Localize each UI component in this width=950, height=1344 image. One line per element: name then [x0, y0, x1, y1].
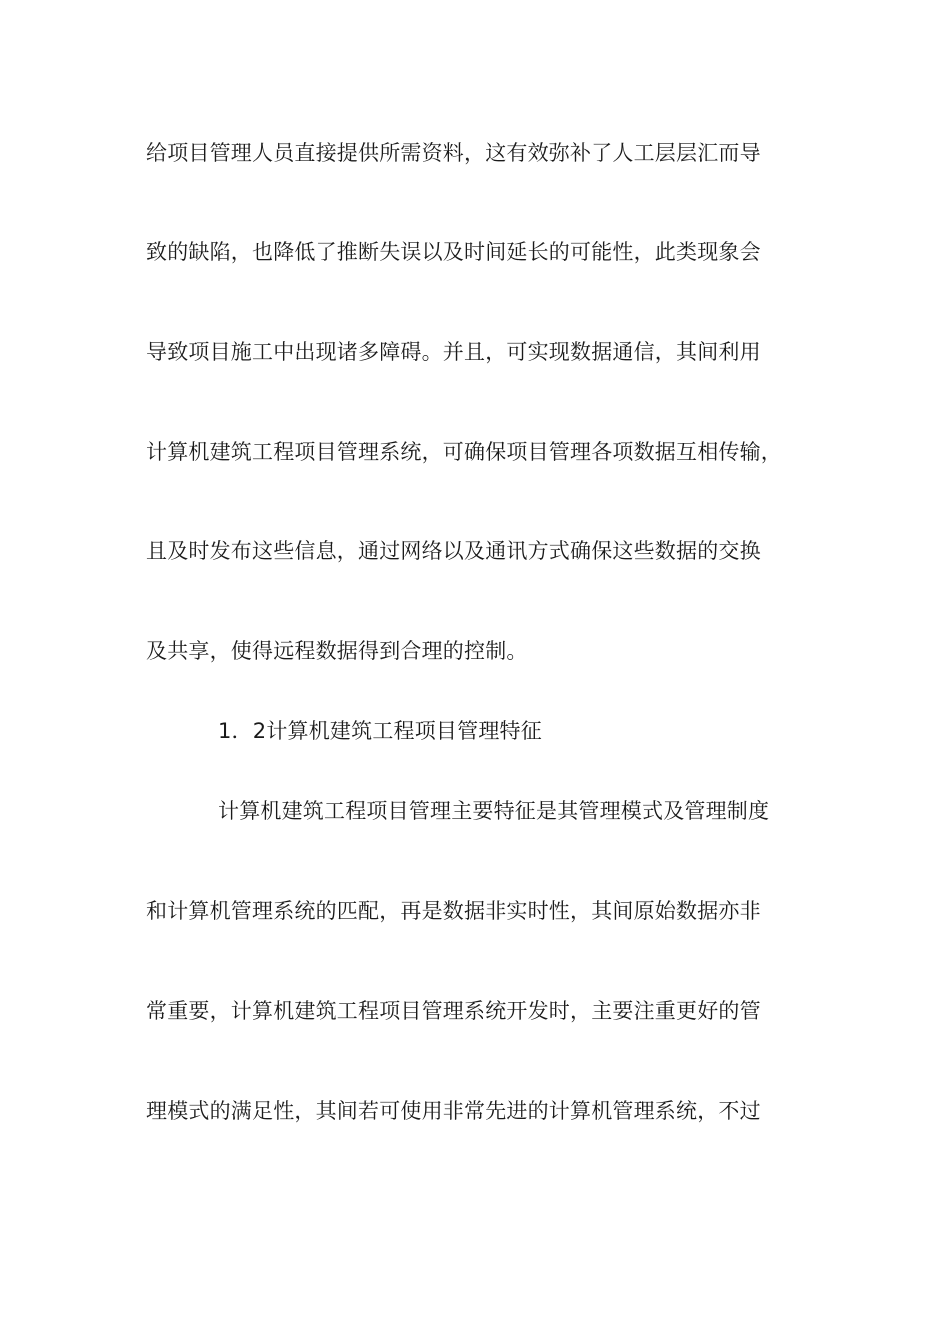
paragraph-1-line-2: 致的缺陷，也降低了推断失误以及时间延长的可能性，此类现象会: [146, 240, 761, 264]
paragraph-2-line-4: 理模式的满足性，其间若可使用非常先进的计算机管理系统，不过: [146, 1099, 761, 1123]
paragraph-1-line-6: 及共享，使得远程数据得到合理的控制。: [146, 639, 528, 663]
section-heading: 1．2计算机建筑工程项目管理特征: [218, 719, 542, 743]
paragraph-2-line-1: 计算机建筑工程项目管理主要特征是其管理模式及管理制度: [218, 799, 770, 823]
paragraph-1-line-4: 计算机建筑工程项目管理系统，可确保项目管理各项数据互相传输，: [146, 440, 782, 464]
paragraph-2-line-2: 和计算机管理系统的匹配，再是数据非实时性，其间原始数据亦非: [146, 899, 761, 923]
paragraph-1-line-3: 导致项目施工中出现诸多障碍。并且，可实现数据通信，其间利用: [146, 340, 761, 364]
paragraph-1-line-1: 给项目管理人员直接提供所需资料，这有效弥补了人工层层汇而导: [146, 141, 761, 165]
paragraph-2-line-3: 常重要，计算机建筑工程项目管理系统开发时，主要注重更好的管: [146, 999, 761, 1023]
paragraph-1-line-5: 且及时发布这些信息，通过网络以及通讯方式确保这些数据的交换: [146, 539, 761, 563]
